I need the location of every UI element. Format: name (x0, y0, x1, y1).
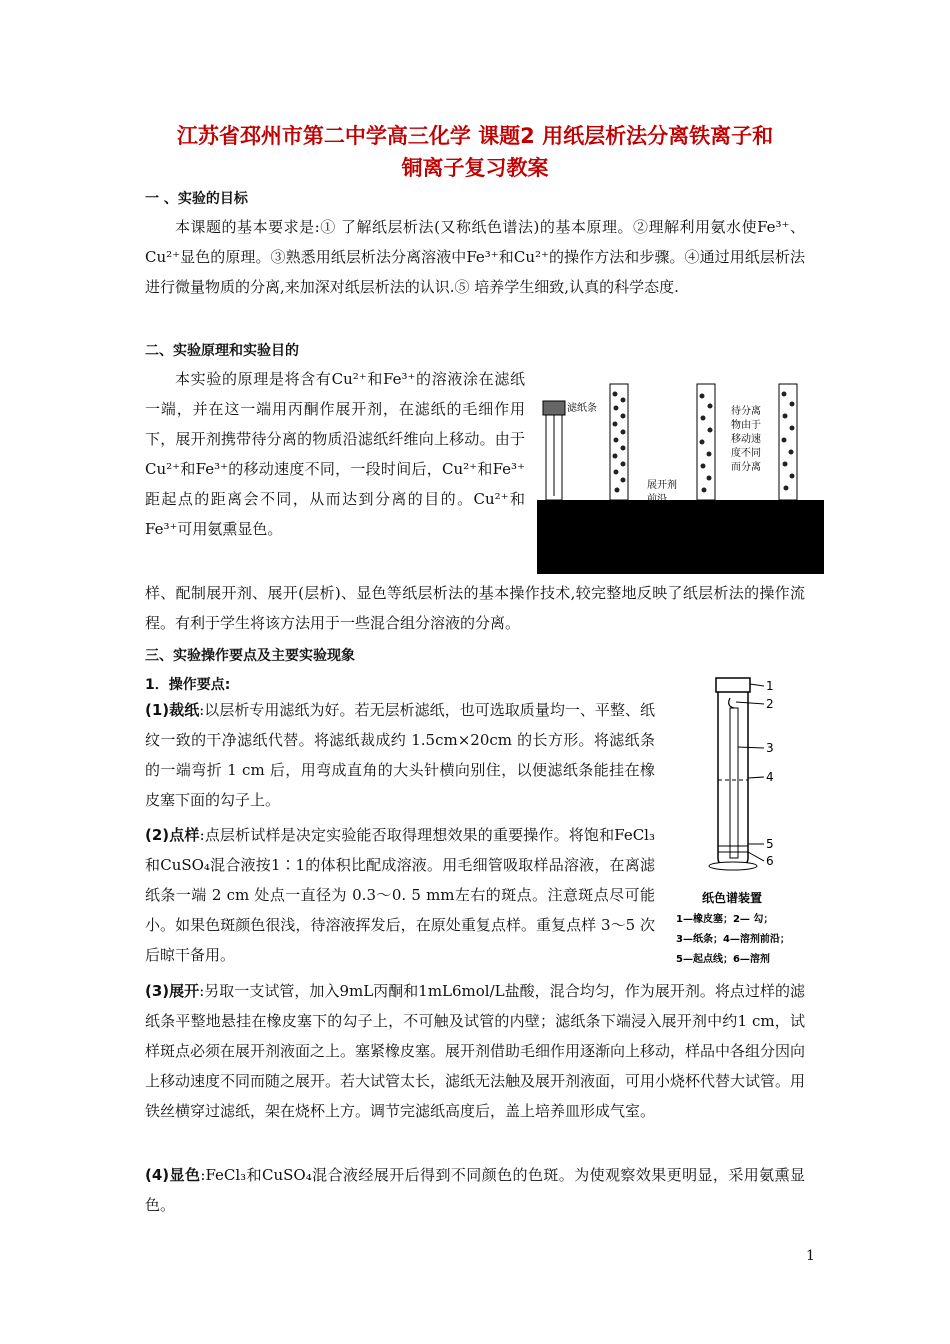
step-3 (145, 976, 805, 1126)
label-filter-paper: 滤纸条 (567, 403, 597, 414)
step-4-label: (4)显色 (145, 1166, 201, 1184)
title-line-2: 铜离子复习教案 (401, 156, 549, 180)
section-2-para-2-text: 样、配制展开剂、展开(层析)、显色等纸层析法的基本操作技术,较完整地反映了纸层析法的操作流程。有利于学生将该方法用于一些混合组分溶液的分离。 (145, 584, 805, 632)
section-2-para-1: 本实验的原理是将含有Cu²⁺和Fe³⁺的溶液涂在滤纸一端，并在这一端用丙酮作展开剂，在滤纸的毛细作用下，展开剂携带待分离的物质沿滤纸纤维向上移动。由于Cu²⁺和Fe³⁺的移动速度不同，一段时间后，Cu²⁺和Fe³⁺距起点的距离会不同，从而达到分离的目的。Cu²⁺和Fe³⁺可用氨熏显色。 (145, 370, 525, 538)
apparatus-legend-2: 3—纸条；4—溶剂前沿； (676, 934, 790, 945)
apparatus-number-1: 1 (766, 679, 774, 693)
apparatus-number-5: 5 (766, 837, 774, 851)
step-1 (145, 695, 655, 815)
step-1-label: (1)裁纸 (145, 701, 200, 719)
step-2-body: :点层析试样是决定实验能否取得理想效果的重要操作。将饱和FeCl₃和CuSO₄混合液按1∶1的体积比配成溶液。用毛细管吸取样品溶液，在离滤纸条一端 2 cm 处点一直径为 0.3～0. 5 mm左右的斑点。注意斑点尽可能小。如果色斑颜色很浅，待溶液挥发后，在原处重复点样。重复点样 3～5 次后晾干备用。 (145, 826, 655, 964)
apparatus-number-3: 3 (766, 741, 774, 755)
apparatus-figure (664, 672, 824, 972)
apparatus-number-2: 2 (766, 697, 774, 711)
apparatus-number-4: 4 (766, 770, 774, 784)
label-note-2: 物由于 (731, 420, 761, 431)
apparatus-legend-3: 5—起点线；6—溶剂 (676, 954, 770, 965)
operation-points-heading: 1．操作要点: (145, 677, 231, 693)
step-1-body: :以层析专用滤纸为好。若无层析滤纸，也可选取质量均一、平整、纸纹一致的干净滤纸代替。将滤纸裁成约 1.5cm×20cm 的长方形。将滤纸条的一端弯折 1 cm 后，用弯成直角的大头针横向别住，以便滤纸条能挂在橡皮塞下面的勾子上。 (145, 701, 656, 809)
step-4-body: :FeCl₃和CuSO₄混合液经展开后得到不同颜色的色斑。为使观察效果更明显，采用氨熏显色。 (145, 1166, 805, 1214)
apparatus-caption: 纸色谱装置 (702, 891, 763, 905)
apparatus-number-6: 6 (766, 854, 774, 868)
section-3-heading: 三、实验操作要点及主要实验现象 (145, 648, 355, 664)
label-note-3: 移动速 (731, 434, 761, 445)
section-1-heading: 一 、实验的目标 (145, 191, 248, 207)
label-solvent-front: 前沿 (647, 494, 667, 505)
label-note-1: 待分离 (731, 406, 761, 417)
step-3-body: :另取一支试管，加入9mL丙酮和1mL6mol/L盐酸，混合均匀，作为展开剂。将点过样的滤纸条平整地悬挂在橡皮塞下的勾子上，不可触及试管的内壁；滤纸条下端浸入展开剂中约1 cm，试样斑点必须在展开剂液面之上。塞紧橡皮塞。展开剂借助毛细作用逐渐向上移动，样品中各组分因向上移动速度不同而随之展开。若大试管太长，滤纸无法触及展开剂液面，可用小烧杯代替大试管。用铁丝横穿过滤纸，架在烧杯上方。调节完滤纸高度后，盖上培养皿形成气室。 (145, 982, 806, 1120)
section-2-heading: 二、实验原理和实验目的 (145, 343, 299, 359)
page-number: 1 (806, 1248, 815, 1264)
label-developing-solvent: 展开剂 (647, 480, 677, 491)
apparatus-legend-1: 1—橡皮塞；2— 勾； (676, 914, 774, 925)
chromatography-figure (537, 376, 824, 574)
label-note-4: 度不同 (731, 448, 761, 459)
label-note-5: 而分离 (731, 462, 761, 473)
step-2 (145, 820, 655, 970)
section-1-body: 本课题的基本要求是:① 了解纸层析法(又称纸色谱法)的基本原理。②理解利用氨水使Fe³⁺、Cu²⁺显色的原理。③熟悉用纸层析法分离溶液中Fe³⁺和Cu²⁺的操作方法和步骤。④通过用纸层析法进行微量物质的分离,来加深对纸层析法的认识.⑤ 培养学生细致,认真的科学态度. (145, 218, 805, 296)
title-line-1: 江苏省邳州市第二中学高三化学 课题2 用纸层析法分离铁离子和 (176, 124, 774, 148)
step-2-label: (2)点样 (145, 826, 200, 844)
step-3-label: (3)展开 (145, 982, 200, 1000)
step-4 (145, 1160, 805, 1220)
